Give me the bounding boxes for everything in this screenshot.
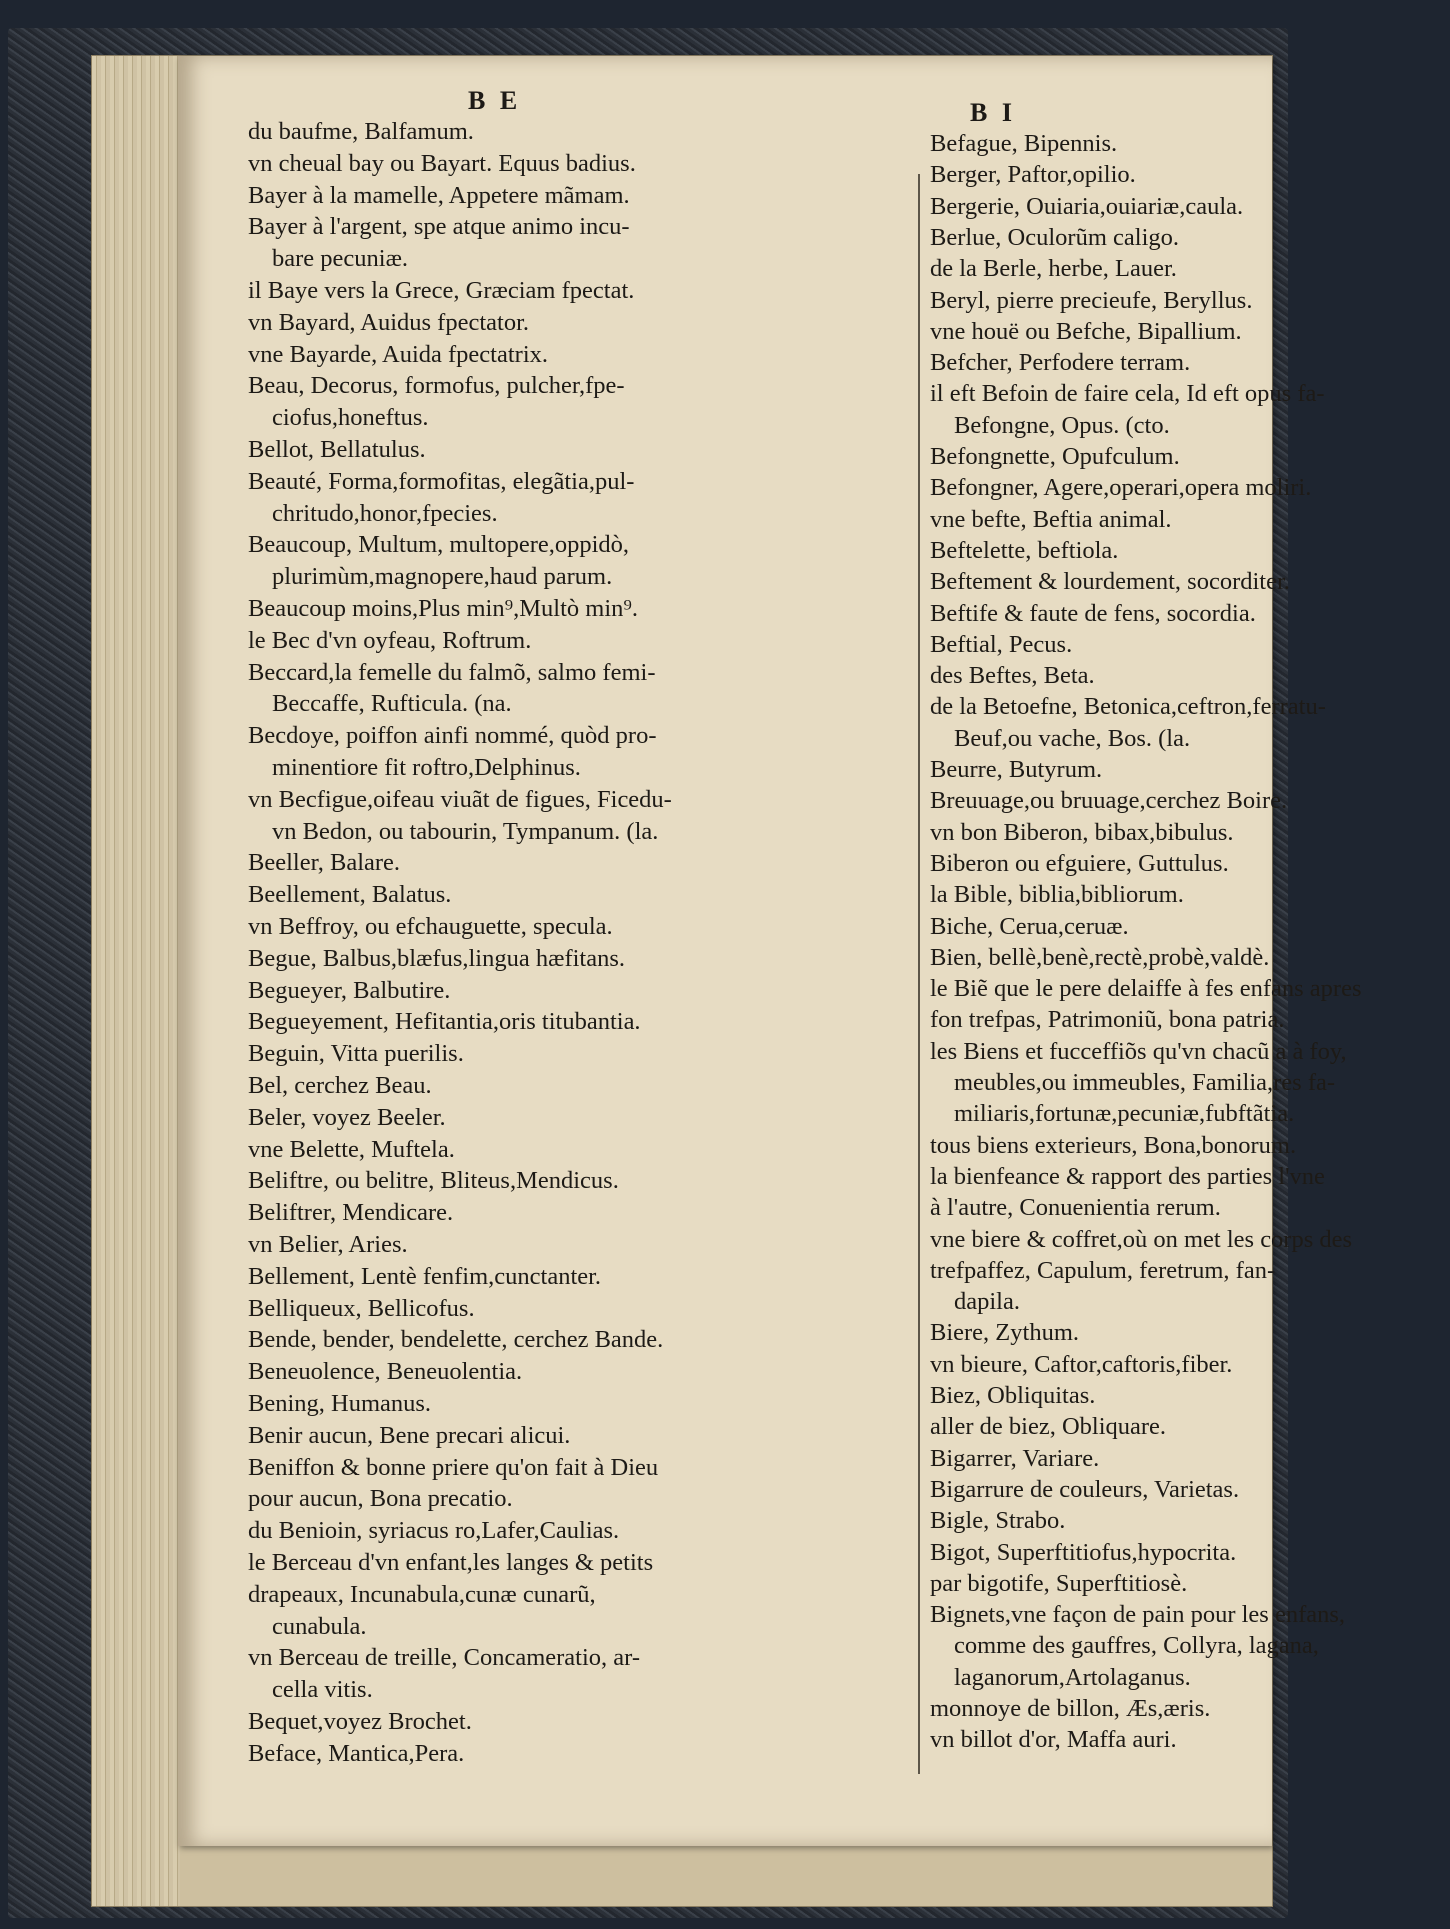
dictionary-entry-line: Bignets,vne façon de pain pour les enfans, [930, 1601, 1346, 1629]
dictionary-entry-line: vn Berceau de treille, Concameratio, ar- [248, 1644, 640, 1672]
dictionary-entry-line: meubles,ou immeubles, Familia,res fa- [954, 1069, 1336, 1096]
dictionary-entry-line: la bienfeance & rapport des parties l'vne [930, 1162, 1325, 1190]
dictionary-entry-line: Bayer à l'argent, spe atque animo incu- [248, 213, 630, 241]
dictionary-entry-line: Bigot, Superftitiofus,hypocrita. [930, 1538, 1237, 1566]
dictionary-entry-line: il eft Befoin de faire cela, Id eft opus fa- [930, 380, 1325, 408]
dictionary-entry-line: Beeller, Balare. [248, 849, 401, 877]
dictionary-entry-line: tous biens exterieurs, Bona,bonorum. [930, 1131, 1297, 1159]
dictionary-entry-line: cunabula. [272, 1612, 367, 1640]
dictionary-entry-line: vne befte, Beftia animal. [930, 505, 1172, 533]
dictionary-entry-line: fon trefpas, Patrimoniũ, bona patria. [930, 1006, 1285, 1034]
dictionary-entry-line: Beaucoup moins,Plus min⁹,Multò min⁹. [248, 595, 639, 622]
dictionary-entry-line: vn Becfigue,oifeau viuãt de figues, Ficedu- [248, 785, 672, 813]
dictionary-entry-line: plurimùm,magnopere,haud parum. [272, 563, 613, 591]
dictionary-entry-line: Bequet,voyez Brochet. [248, 1708, 472, 1735]
dictionary-entry-line: Befongner, Agere,operari,opera moliri. [930, 474, 1312, 502]
dictionary-entry-line: Biberon ou efguiere, Guttulus. [930, 849, 1229, 877]
dictionary-entry-line: Benir aucun, Bene precari alicui. [248, 1421, 571, 1449]
dictionary-entry-line: Beftial, Pecus. [930, 630, 1073, 658]
dictionary-entry-line: Bel, cerchez Beau. [248, 1072, 432, 1099]
dictionary-entry-line: les Biens et fucceffiõs qu'vn chacũ a à foy, [930, 1037, 1347, 1065]
dictionary-entry-line: Bigarrure de couleurs, Varietas. [930, 1475, 1240, 1503]
page-edges [92, 56, 180, 1906]
dictionary-entry-line: Beface, Mantica,Pera. [248, 1739, 465, 1767]
dictionary-entry-line: vn Belier, Aries. [248, 1231, 408, 1258]
dictionary-entry-line: Bening, Humanus. [248, 1390, 432, 1417]
dictionary-entry-line: Belliqueux, Bellicofus. [248, 1294, 475, 1322]
dictionary-entry-line: chritudo,honor,fpecies. [272, 499, 498, 527]
dictionary-entry-line: Bellement, Lentè fenfim,cunctanter. [248, 1262, 602, 1290]
dictionary-entry-line: ciofus,honeftus. [272, 404, 429, 432]
dictionary-entry-line: Breuuage,ou bruuage,cerchez Boire. [930, 787, 1288, 815]
left-running-header: B E [468, 86, 522, 115]
dictionary-entry-line: Beryl, pierre precieufe, Beryllus. [930, 286, 1253, 314]
dictionary-entry-line: Befague, Bipennis. [930, 130, 1118, 157]
dictionary-entry-line: drapeaux, Incunabula,cunæ cunarũ, [248, 1580, 596, 1608]
dictionary-entry-line: comme des gauffres, Collyra, lagana, [954, 1632, 1319, 1660]
dictionary-entry-line: trefpaffez, Capulum, feretrum, fan- [930, 1256, 1276, 1284]
dictionary-entry-line: Beccard,la femelle du falmõ, salmo femi- [248, 658, 656, 686]
dictionary-entry-line: minentiore fit roftro,Delphinus. [272, 754, 581, 781]
dictionary-entry-line: Beauté, Forma,formofitas, elegãtia,pul- [248, 467, 635, 495]
dictionary-entry-line: bare pecuniæ. [272, 245, 409, 273]
dictionary-entry-line: à l'autre, Conuenientia rerum. [930, 1194, 1221, 1222]
dictionary-entry-line: Begueyement, Hefitantia,oris titubantia. [248, 1008, 641, 1036]
dictionary-entry-line: vne Belette, Muftela. [248, 1135, 455, 1163]
dictionary-entry-line: il Baye vers la Grece, Græciam fpectat. [248, 277, 635, 304]
dictionary-entry-line: la Bible, biblia,bibliorum. [930, 881, 1184, 909]
dictionary-entry-line: Befongne, Opus. (cto. [954, 411, 1170, 439]
dictionary-entry-line: Begueyer, Balbutire. [248, 976, 451, 1004]
dictionary-entry-line: pour aucun, Bona precatio. [248, 1485, 513, 1513]
dictionary-entry-line: vn billot d'or, Maffa auri. [930, 1726, 1177, 1754]
dictionary-entry-line: Beftement & lourdement, socorditer. [930, 568, 1290, 596]
dictionary-entry-line: Beaucoup, Multum, multopere,oppidò, [248, 531, 630, 559]
dictionary-entry-line: du Benioin, syriacus ro,Lafer,Caulias. [248, 1517, 620, 1545]
dictionary-entry-line: Befongnette, Opufculum. [930, 443, 1180, 470]
dictionary-entry-line: Berlue, Oculorũm caligo. [930, 223, 1180, 251]
dictionary-entry-line: Beliftrer, Mendicare. [248, 1199, 454, 1227]
dictionary-entry-line: Beurre, Butyrum. [930, 756, 1103, 783]
dictionary-entry-line: Bergerie, Ouiaria,ouiariæ,caula. [930, 192, 1244, 220]
dictionary-entry-line: du baufme, Balfamum. [248, 118, 474, 145]
dictionary-entry-line: Befcher, Perfodere terram. [930, 349, 1191, 377]
dictionary-entry-line: Beniffon & bonne priere qu'on fait à Dieu [248, 1453, 659, 1481]
dictionary-entry-line: Beguin, Vitta puerilis. [248, 1040, 464, 1068]
dictionary-entry-line: Bigle, Strabo. [930, 1507, 1066, 1535]
dictionary-entry-line: vn Bedon, ou tabourin, Tympanum. (la. [272, 817, 659, 845]
dictionary-entry-line: le Berceau d'vn enfant,les langes & petits [248, 1549, 654, 1576]
dictionary-entry-line: vn Beffroy, ou efchauguette, specula. [248, 913, 613, 940]
dictionary-entry-line: de la Berle, herbe, Lauer. [930, 255, 1177, 283]
dictionary-entry-line: le Bec d'vn oyfeau, Roftrum. [248, 626, 532, 654]
dictionary-entry-line: vn bon Biberon, bibax,bibulus. [930, 818, 1234, 846]
dictionary-entry-line: Berger, Paftor,opilio. [930, 161, 1136, 189]
dictionary-entry-line: le Biẽ que le pere delaiffe à fes enfans apres [930, 975, 1362, 1003]
dictionary-entry-line: Beccaffe, Rufticula. (na. [272, 690, 512, 718]
dictionary-entry-line: Beler, voyez Beeler. [248, 1103, 446, 1131]
dictionary-entry-line: aller de biez, Obliquare. [930, 1413, 1167, 1441]
dictionary-entry-line: Biere, Zythum. [930, 1319, 1080, 1347]
dictionary-entry-line: monnoye de billon, Æs,æris. [930, 1695, 1211, 1722]
dictionary-entry-line: Bigarrer, Variare. [930, 1444, 1100, 1472]
dictionary-entry-line: laganorum,Artolaganus. [954, 1663, 1191, 1691]
dictionary-entry-line: Biez, Obliquitas. [930, 1382, 1096, 1409]
dictionary-entry-line: miliaris,fortunæ,pecuniæ,fubftãtia. [954, 1100, 1295, 1128]
dictionary-entry-line: Beuf,ou vache, Bos. (la. [954, 724, 1191, 752]
dictionary-entry-line: vn Bayard, Auidus fpectator. [248, 308, 530, 336]
dictionary-entry-line: Bellot, Bellatulus. [248, 436, 426, 463]
dictionary-entry-line: Beftelette, beftiola. [930, 536, 1119, 564]
dictionary-entry-line: dapila. [954, 1288, 1020, 1316]
dictionary-entry-line: Beau, Decorus, formofus, pulcher,fpe- [248, 372, 625, 400]
dictionary-entry-line: Bien, bellè,benè,rectè,probè,valdè. [930, 943, 1270, 971]
dictionary-entry-line: cella vitis. [272, 1676, 373, 1704]
dictionary-entry-line: vn cheual bay ou Bayart. Equus badius. [248, 149, 636, 177]
dictionary-entry-line: vne biere & coffret,où on met les corps des [930, 1225, 1353, 1253]
dictionary-entry-line: Biche, Cerua,ceruæ. [930, 912, 1129, 940]
dictionary-page [178, 56, 1362, 1846]
dictionary-entry-line: Beneuolence, Beneuolentia. [248, 1358, 523, 1386]
column-rule [918, 174, 920, 1774]
dictionary-entry-line: Begue, Balbus,blæfus,lingua hæfitans. [248, 944, 625, 972]
dictionary-entry-line: Beellement, Balatus. [248, 881, 452, 909]
dictionary-entry-line: par bigotife, Superftitiosè. [930, 1569, 1188, 1597]
dictionary-entry-line: Bayer à la mamelle, Appetere mãmam. [248, 181, 630, 209]
dictionary-entry-line: de la Betoefne, Betonica,ceftron,ferratu- [930, 693, 1326, 721]
dictionary-entry-line: des Beftes, Beta. [930, 662, 1095, 690]
dictionary-entry-line: Bende, bender, bendelette, cerchez Bande. [248, 1326, 664, 1354]
dictionary-entry-line: vne houë ou Befche, Bipallium. [930, 317, 1242, 345]
dictionary-entry-line: vne Bayarde, Auida fpectatrix. [248, 340, 549, 368]
right-running-header: B I [970, 98, 1016, 127]
dictionary-entry-line: Becdoye, poiffon ainfi nommé, quòd pro- [248, 722, 657, 750]
dictionary-entry-line: Beliftre, ou belitre, Bliteus,Mendicus. [248, 1167, 619, 1195]
dictionary-entry-line: Beftife & faute de fens, socordia. [930, 599, 1256, 627]
dictionary-entry-line: vn bieure, Caftor,caftoris,fiber. [930, 1350, 1233, 1378]
